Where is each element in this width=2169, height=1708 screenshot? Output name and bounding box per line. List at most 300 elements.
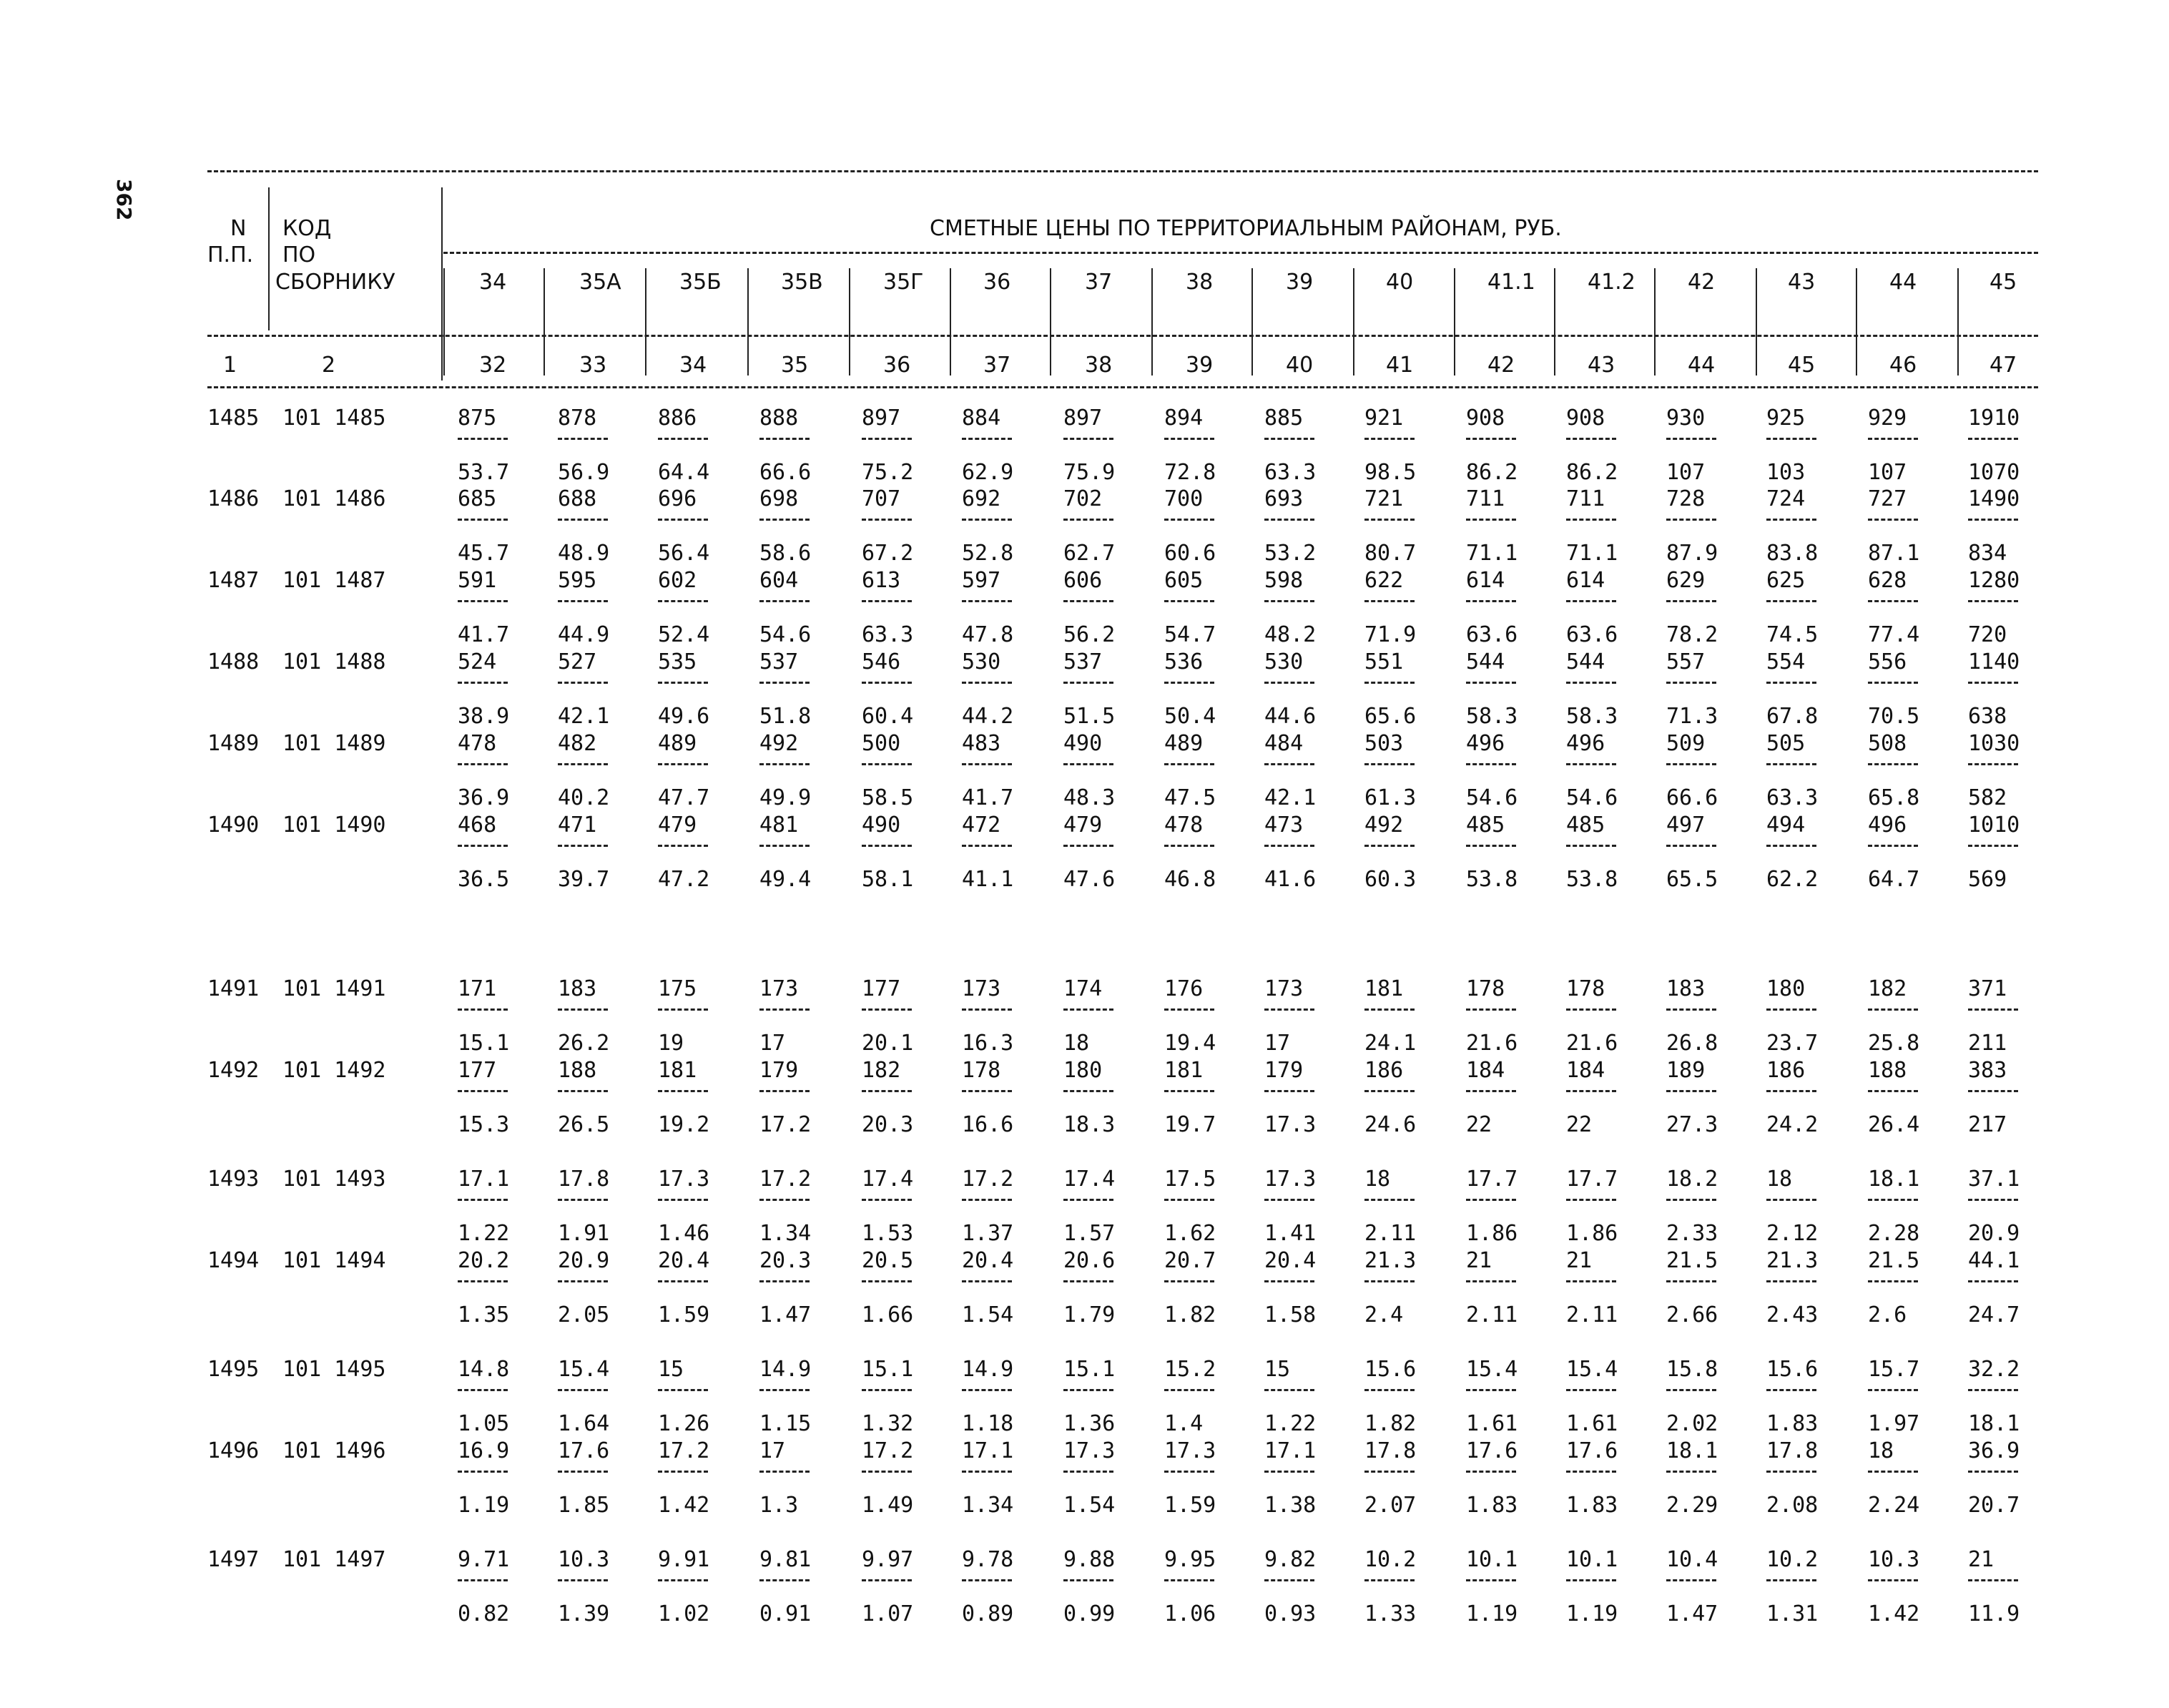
price-top: 707 [862,486,901,511]
price-bottom: 86.2 [1466,460,1518,485]
price-fraction-line [962,600,1012,602]
price-bottom: 1.32 [862,1411,914,1436]
price-bottom: 2.43 [1766,1302,1819,1327]
price-bottom: 40.2 [558,785,610,810]
price-bottom: 26.5 [558,1112,610,1137]
price-fraction-line [962,763,1012,765]
price-top: 181 [1164,1058,1204,1083]
price-top: 490 [1063,731,1103,756]
price-top: 17.3 [1164,1438,1216,1463]
price-fraction-line [1264,763,1314,765]
column-number: 42 [1487,353,1515,378]
price-top: 921 [1364,406,1404,431]
price-fraction-line [1466,600,1516,602]
price-fraction-line [1264,519,1314,521]
price-fraction-line [1063,763,1113,765]
price-top: 9.91 [658,1547,710,1572]
price-fraction-line [1868,682,1918,684]
price-bottom: 67.8 [1766,704,1819,729]
price-fraction-line [1968,1280,2018,1282]
price-bottom: 1.86 [1566,1221,1618,1246]
price-bottom: 78.2 [1666,622,1718,647]
price-top: 509 [1666,731,1706,756]
price-top: 18.1 [1666,1438,1718,1463]
column-number: 38 [1085,353,1113,378]
price-bottom: 17.2 [759,1112,812,1137]
price-top: 1010 [1968,813,2020,838]
price-top: 727 [1868,486,1907,511]
price-bottom: 1.39 [558,1601,610,1626]
price-bottom: 54.6 [1466,785,1518,810]
price-fraction-line [1868,1579,1918,1581]
row-number: 1487 [207,568,260,593]
column-number: 47 [1990,353,2017,378]
price-bottom: 19.7 [1164,1112,1216,1137]
district-label: 45 [1990,270,2017,295]
price-bottom: 54.6 [1566,785,1618,810]
price-bottom: 36.5 [458,867,510,892]
price-fraction-line [1264,1280,1314,1282]
price-fraction-line [1666,682,1716,684]
price-fraction-line [962,1280,1012,1282]
price-top: 9.88 [1063,1547,1116,1572]
price-fraction-line [558,438,608,440]
price-fraction-line [1364,519,1415,521]
price-fraction-line [1364,1471,1415,1473]
price-top: 180 [1766,976,1806,1001]
price-top: 544 [1566,649,1605,674]
price-bottom: 638 [1968,704,2007,729]
price-top: 556 [1868,649,1907,674]
price-fraction-line [458,763,508,765]
column-number: 40 [1286,353,1314,378]
price-top: 15.6 [1364,1357,1417,1382]
district-label: 41.2 [1588,270,1636,295]
price-fraction-line [458,1471,508,1473]
price-bottom: 1.19 [1466,1601,1518,1626]
price-bottom: 39.7 [558,867,610,892]
price-top: 481 [759,813,799,838]
price-fraction-line [1466,1280,1516,1282]
price-top: 908 [1566,406,1605,431]
price-top: 897 [862,406,901,431]
header-subrule [443,252,2038,254]
header-divider [1957,268,1959,376]
price-bottom: 58.5 [862,785,914,810]
price-top: 721 [1364,486,1404,511]
row-number: 1495 [207,1357,260,1382]
row-code: 101 1493 [282,1167,386,1192]
price-top: 622 [1364,568,1404,593]
price-fraction-line [658,1008,708,1011]
price-top: 9.71 [458,1547,510,1572]
price-top: 9.82 [1264,1547,1317,1572]
district-label: 35Б [679,270,722,295]
price-bottom: 1.57 [1063,1221,1116,1246]
price-top: 178 [1566,976,1605,1001]
price-top: 15.1 [1063,1357,1116,1382]
price-top: 554 [1766,649,1806,674]
price-bottom: 18.3 [1063,1112,1116,1137]
price-top: 178 [1466,976,1505,1001]
price-top: 15.2 [1164,1357,1216,1382]
price-bottom: 80.7 [1364,541,1417,566]
price-bottom: 63.3 [1766,785,1819,810]
price-bottom: 44.2 [962,704,1014,729]
price-top: 15.4 [558,1357,610,1382]
price-fraction-line [658,1579,708,1581]
price-fraction-line [558,682,608,684]
column-number: 36 [883,353,911,378]
price-bottom: 58.3 [1466,704,1518,729]
price-fraction-line [1968,600,2018,602]
price-top: 485 [1566,813,1605,838]
price-fraction-line [862,1090,912,1092]
district-label: 35Г [883,270,924,295]
price-bottom: 1.82 [1164,1302,1216,1327]
price-top: 20.7 [1164,1248,1216,1273]
price-top: 20.3 [759,1248,812,1273]
price-bottom: 2.11 [1364,1221,1417,1246]
price-bottom: 2.07 [1364,1493,1417,1518]
price-bottom: 1.59 [1164,1493,1216,1518]
page-number: 362 [112,179,136,221]
price-top: 9.78 [962,1547,1014,1572]
price-top: 17.1 [962,1438,1014,1463]
price-fraction-line [1766,1008,1816,1011]
price-top: 479 [1063,813,1103,838]
price-bottom: 66.6 [759,460,812,485]
price-top: 544 [1466,649,1505,674]
price-bottom: 1.53 [862,1221,914,1246]
price-top: 17.2 [962,1167,1014,1192]
header-bottom-rule [207,386,2038,388]
header-divider [1654,268,1656,376]
header-divider [544,268,545,376]
price-bottom: 52.4 [658,622,710,647]
price-bottom: 1.79 [1063,1302,1116,1327]
price-bottom: 50.4 [1164,704,1216,729]
price-fraction-line [759,763,810,765]
price-top: 171 [458,976,497,1001]
price-fraction-line [558,845,608,847]
price-bottom: 1.34 [962,1493,1014,1518]
price-fraction-line [1868,519,1918,521]
district-label: 43 [1788,270,1816,295]
price-top: 698 [759,486,799,511]
price-bottom: 83.8 [1766,541,1819,566]
top-rule [207,170,2038,172]
price-bottom: 20.9 [1968,1221,2020,1246]
price-fraction-line [962,438,1012,440]
column-number: 39 [1186,353,1214,378]
column-number: 32 [479,353,507,378]
price-fraction-line [862,519,912,521]
colnum-2: 2 [322,353,336,378]
price-top: 17.6 [1466,1438,1518,1463]
price-fraction-line [1968,1090,2018,1092]
price-top: 18.1 [1868,1167,1920,1192]
price-top: 490 [862,813,901,838]
price-bottom: 38.9 [458,704,510,729]
price-top: 17.1 [458,1167,510,1192]
price-fraction-line [1063,1471,1113,1473]
row-code: 101 1487 [282,568,386,593]
price-top: 535 [658,649,697,674]
price-top: 17.2 [862,1438,914,1463]
price-fraction-line [1666,1280,1716,1282]
header-divider [1251,268,1253,376]
price-bottom: 211 [1968,1031,2007,1056]
header-divider [1554,268,1555,376]
row-code: 101 1486 [282,486,386,511]
price-bottom: 58.6 [759,541,812,566]
price-top: 492 [759,731,799,756]
header-pp: П.П. [207,242,254,268]
price-top: 696 [658,486,697,511]
price-top: 21 [1466,1248,1492,1273]
column-number: 43 [1588,353,1615,378]
price-fraction-line [1666,845,1716,847]
price-top: 503 [1364,731,1404,756]
price-bottom: 1.42 [658,1493,710,1518]
price-fraction-line [1666,763,1716,765]
price-fraction-line [1666,1090,1716,1092]
price-fraction-line [458,1389,508,1391]
price-top: 177 [862,976,901,1001]
price-bottom: 22 [1566,1112,1593,1137]
price-bottom: 86.2 [1566,460,1618,485]
price-bottom: 56.2 [1063,622,1116,647]
price-top: 15.6 [1766,1357,1819,1382]
price-fraction-line [658,1471,708,1473]
header-kod: КОД [282,216,332,241]
price-fraction-line [458,1199,508,1201]
price-top: 14.9 [759,1357,812,1382]
price-fraction-line [1264,600,1314,602]
price-top: 10.4 [1666,1547,1718,1572]
price-top: 20.4 [962,1248,1014,1273]
column-number: 45 [1788,353,1816,378]
price-bottom: 75.9 [1063,460,1116,485]
price-fraction-line [1566,1090,1616,1092]
price-bottom: 26.4 [1868,1112,1920,1137]
price-bottom: 1.64 [558,1411,610,1436]
price-fraction-line [1364,600,1415,602]
price-top: 383 [1968,1058,2007,1083]
column-number: 41 [1386,353,1414,378]
price-fraction-line [1063,1008,1113,1011]
price-bottom: 63.3 [1264,460,1317,485]
price-bottom: 1.15 [759,1411,812,1436]
price-top: 702 [1063,486,1103,511]
header-divider [1856,268,1857,376]
price-bottom: 24.1 [1364,1031,1417,1056]
header-sborniku: СБОРНИКУ [275,270,395,295]
price-bottom: 1.4 [1164,1411,1204,1436]
price-fraction-line [1164,1199,1214,1201]
price-fraction-line [759,1199,810,1201]
price-fraction-line [658,1280,708,1282]
price-bottom: 2.08 [1766,1493,1819,1518]
price-bottom: 1.82 [1364,1411,1417,1436]
price-fraction-line [1164,1280,1214,1282]
price-fraction-line [1968,1579,2018,1581]
price-top: 183 [558,976,597,1001]
price-bottom: 26.8 [1666,1031,1718,1056]
price-bottom: 1.49 [862,1493,914,1518]
price-top: 537 [759,649,799,674]
price-fraction-line [1364,763,1415,765]
price-top: 20.5 [862,1248,914,1273]
price-fraction-line [1766,682,1816,684]
price-bottom: 1.34 [759,1221,812,1246]
row-code: 101 1488 [282,649,386,674]
price-fraction-line [1364,1389,1415,1391]
price-top: 10.3 [1868,1547,1920,1572]
price-bottom: 51.8 [759,704,812,729]
price-fraction-line [1164,1008,1214,1011]
price-top: 17.8 [1766,1438,1819,1463]
price-fraction-line [1968,1389,2018,1391]
price-fraction-line [658,600,708,602]
price-fraction-line [1566,682,1616,684]
price-top: 371 [1968,976,2007,1001]
price-fraction-line [1868,1090,1918,1092]
price-top: 9.81 [759,1547,812,1572]
price-fraction-line [558,763,608,765]
price-fraction-line [458,1008,508,1011]
price-bottom: 720 [1968,622,2007,647]
price-fraction-line [458,1579,508,1581]
price-top: 598 [1264,568,1304,593]
price-top: 688 [558,486,597,511]
price-bottom: 2.6 [1868,1302,1907,1327]
price-top: 530 [1264,649,1304,674]
price-bottom: 62.2 [1766,867,1819,892]
price-fraction-line [1364,1199,1415,1201]
price-fraction-line [1364,438,1415,440]
price-top: 21 [1566,1248,1593,1273]
price-top: 21.5 [1868,1248,1920,1273]
price-top: 700 [1164,486,1204,511]
price-top: 10.2 [1364,1547,1417,1572]
price-bottom: 51.5 [1063,704,1116,729]
price-top: 10.1 [1466,1547,1518,1572]
price-top: 36.9 [1968,1438,2020,1463]
price-bottom: 1.31 [1766,1601,1819,1626]
price-fraction-line [1968,519,2018,521]
price-top: 885 [1264,406,1304,431]
price-fraction-line [1868,600,1918,602]
district-label: 44 [1889,270,1917,295]
price-bottom: 17.3 [1264,1112,1317,1137]
column-number: 44 [1688,353,1716,378]
price-top: 14.8 [458,1357,510,1382]
price-top: 908 [1466,406,1505,431]
price-fraction-line [1968,845,2018,847]
price-fraction-line [1364,1579,1415,1581]
price-top: 173 [759,976,799,1001]
price-bottom: 98.5 [1364,460,1417,485]
price-fraction-line [1868,1389,1918,1391]
price-top: 595 [558,568,597,593]
price-fraction-line [1264,1008,1314,1011]
price-top: 605 [1164,568,1204,593]
column-number: 34 [679,353,707,378]
price-fraction-line [1766,600,1816,602]
price-fraction-line [1666,1579,1716,1581]
price-bottom: 1.47 [1666,1601,1718,1626]
price-top: 711 [1566,486,1605,511]
price-bottom: 1.54 [1063,1493,1116,1518]
price-top: 18 [1868,1438,1894,1463]
district-label: 37 [1085,270,1113,295]
price-bottom: 0.99 [1063,1601,1116,1626]
price-fraction-line [1063,682,1113,684]
price-fraction-line [1164,1389,1214,1391]
price-top: 21.5 [1666,1248,1718,1273]
price-top: 1490 [1968,486,2020,511]
price-fraction-line [558,1471,608,1473]
price-bottom: 61.3 [1364,785,1417,810]
price-fraction-line [1063,438,1113,440]
price-bottom: 19.4 [1164,1031,1216,1056]
price-top: 18 [1364,1167,1391,1192]
price-fraction-line [1264,1199,1314,1201]
price-top: 173 [962,976,1001,1001]
header-divider [849,268,850,376]
price-bottom: 65.5 [1666,867,1718,892]
price-bottom: 1.61 [1466,1411,1518,1436]
price-fraction-line [1766,845,1816,847]
price-top: 17.3 [658,1167,710,1192]
row-code: 101 1485 [282,406,386,431]
price-bottom: 41.1 [962,867,1014,892]
price-top: 500 [862,731,901,756]
price-top: 497 [1666,813,1706,838]
price-top: 44.1 [1968,1248,2020,1273]
price-fraction-line [458,682,508,684]
price-bottom: 0.89 [962,1601,1014,1626]
price-bottom: 1.83 [1766,1411,1819,1436]
price-bottom: 71.3 [1666,704,1718,729]
price-top: 693 [1264,486,1304,511]
price-fraction-line [962,845,1012,847]
district-label: 40 [1386,270,1414,295]
price-bottom: 1.91 [558,1221,610,1246]
price-fraction-line [658,519,708,521]
price-bottom: 56.4 [658,541,710,566]
price-bottom: 1.86 [1466,1221,1518,1246]
price-bottom: 1.22 [458,1221,510,1246]
price-bottom: 1.35 [458,1302,510,1327]
price-bottom: 1.33 [1364,1601,1417,1626]
price-bottom: 49.6 [658,704,710,729]
price-bottom: 60.3 [1364,867,1417,892]
price-bottom: 2.24 [1868,1493,1920,1518]
price-fraction-line [1868,1280,1918,1282]
price-fraction-line [759,1090,810,1092]
price-fraction-line [1164,1579,1214,1581]
price-bottom: 20.1 [862,1031,914,1056]
price-top: 496 [1566,731,1605,756]
price-top: 888 [759,406,799,431]
price-top: 1910 [1968,406,2020,431]
price-fraction-line [1766,1471,1816,1473]
price-fraction-line [1566,1579,1616,1581]
price-top: 21.3 [1364,1248,1417,1273]
